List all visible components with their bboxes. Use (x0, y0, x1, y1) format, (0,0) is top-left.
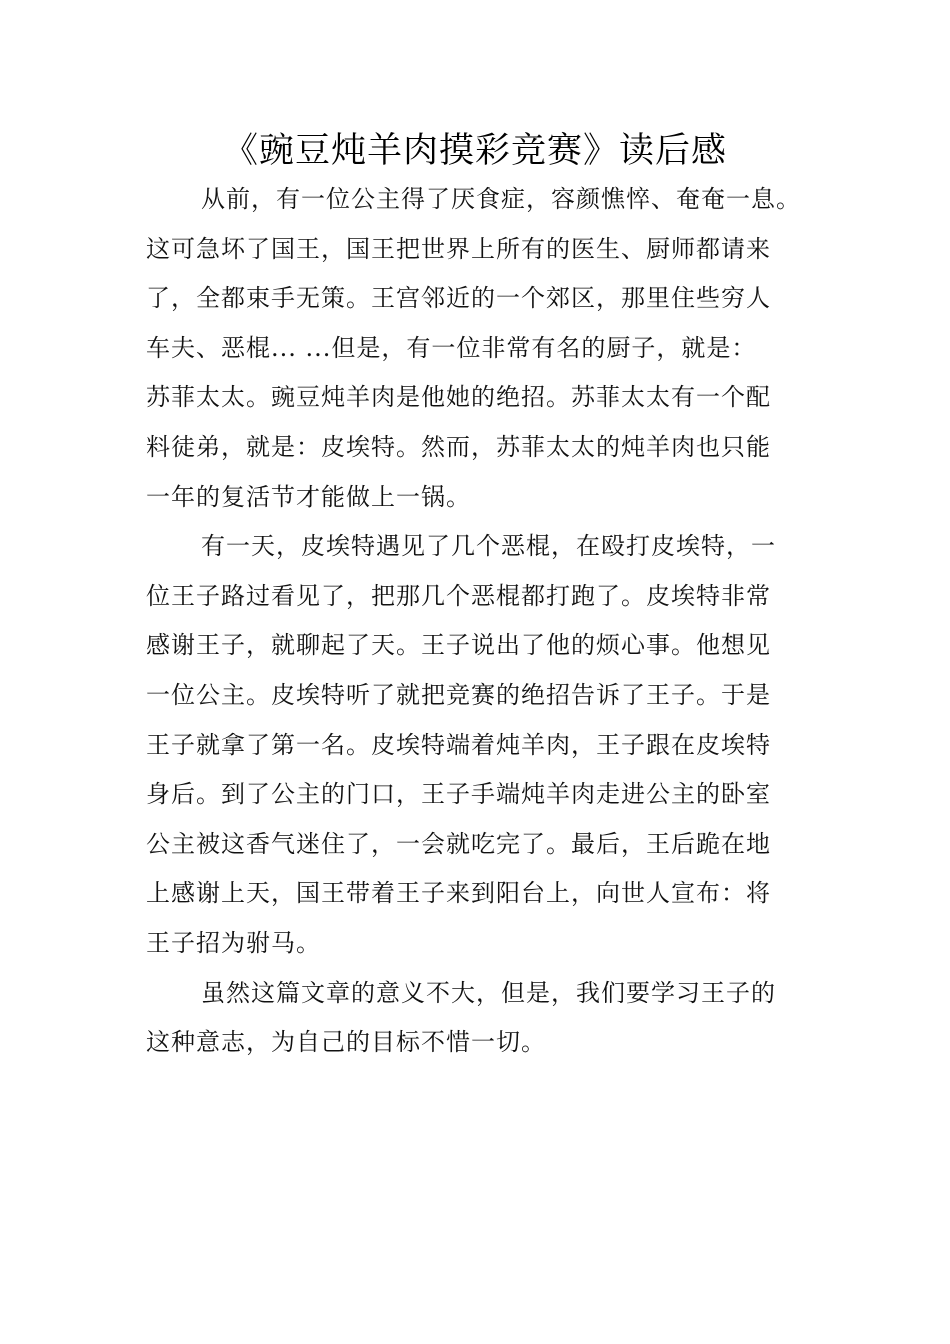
text-line: 一位公主。皮埃特听了就把竞赛的绝招告诉了王子。于是 (146, 680, 771, 709)
text-line: 上感谢上天，国王带着王子来到阳台上，向世人宣布：将 (146, 879, 771, 908)
text-line: 车夫、恶棍... ...但是，有一位非常有名的厨子，就是： (146, 333, 757, 362)
text-line: 公主被这香气迷住了，一会就吃完了。最后，王后跪在地 (146, 829, 771, 858)
text-line: 料徒弟，就是：皮埃特。然而，苏菲太太的炖羊肉也只能 (146, 432, 771, 461)
text-line: 王子就拿了第一名。皮埃特端着炖羊肉，王子跟在皮埃特 (146, 730, 771, 759)
text-line: 有一天，皮埃特遇见了几个恶棍，在殴打皮埃特，一 (201, 532, 776, 561)
page-title: 《豌豆炖羊肉摸彩竞赛》读后感 (222, 131, 727, 171)
text-line: 感谢王子，就聊起了天。王子说出了他的烦心事。他想见 (146, 631, 771, 660)
text-line: 王子招为驸马。 (146, 928, 321, 957)
text-line: 一年的复活节才能做上一锅。 (146, 482, 471, 511)
text-line: 这可急坏了国王，国王把世界上所有的医生、厨师都请来 (146, 234, 771, 263)
text-line: 苏菲太太。豌豆炖羊肉是他她的绝招。苏菲太太有一个配 (146, 383, 771, 412)
text-line: 这种意志，为自己的目标不惜一切。 (146, 1028, 546, 1057)
text-line: 身后。到了公主的门口，王子手端炖羊肉走进公主的卧室 (146, 780, 771, 809)
text-line: 位王子路过看见了，把那几个恶棍都打跑了。皮埃特非常 (146, 581, 771, 610)
text-line: 了，全都束手无策。王宫邻近的一个郊区，那里住些穷人 (146, 284, 771, 313)
text-line: 从前，有一位公主得了厌食症，容颜憔悴、奄奄一息。 (201, 185, 801, 213)
text-line: 虽然这篇文章的意义不大，但是，我们要学习王子的 (201, 978, 776, 1007)
body-text (146, 175, 826, 1068)
